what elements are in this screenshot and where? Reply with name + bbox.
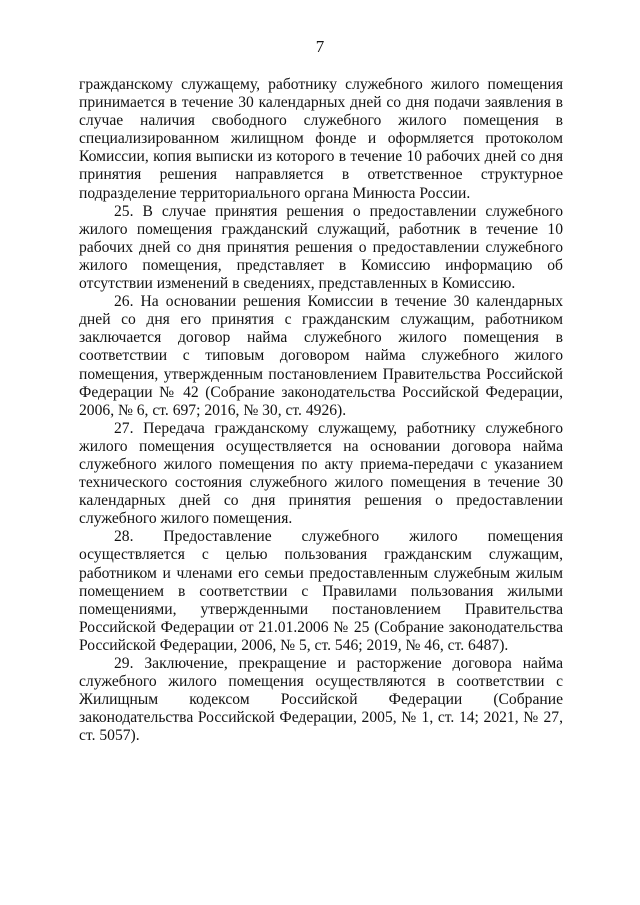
paragraph-26: 26. На основании решения Комиссии в течение 30 календарных дней со дня его принятия с гражданским служащим, работником заключается договор найма служебного жилого помещения в соответствии с типовым договором найма служебного жилого помещения, утвержденным постановлением Правительства Российской Федерации № 42 (Собрание законодательства Российской Федерации, 2006, № 6, ст. 697; 2016, № 30, ст. 4926). xyxy=(79,293,563,419)
paragraph-25: 25. В случае принятия решения о предоставлении служебного жилого помещения гражданский служащий, работник в течение 10 рабочих дней со дня принятия решения о предоставлении служебного жилого помещения, представляет в Комиссию информацию об отсутствии изменений в сведениях, представленных в Комиссию. xyxy=(79,202,563,293)
document-body xyxy=(79,76,563,745)
page-number: 7 xyxy=(315,37,325,56)
paragraph-27: 27. Передача гражданскому служащему, работнику служебного жилого помещения осуществляется на основании договора найма служебного жилого помещения по акту приема-передачи с указанием технического состояния служебного жилого помещения в течение 30 календарных дней со дня принятия решения о предоставлении служебного жилого помещения. xyxy=(79,419,563,528)
paragraph-29: 29. Заключение, прекращение и расторжение договора найма служебного жилого помещения осуществляются в соответствии с Жилищным кодексом Российской Федерации (Собрание законодательства Российской Федерации, 2005, № 1, ст. 14; 2021, № 27, ст. 5057). xyxy=(79,655,563,745)
paragraph-continuation: гражданскому служащему, работнику служебного жилого помещения принимается в течение 30 календарных дней со дня подачи заявления в случае наличия свободного служебного жилого помещения в специализированном жилищном фонде и оформляется протоколом Комиссии, копия выписки из которого в течение 10 рабочих дней со дня принятия решения направляется в ответственное структурное подразделение территориального органа Минюста России. xyxy=(79,76,563,202)
paragraph-28: 28. Предоставление служебного жилого помещения осуществляется с целью пользования гражданским служащим, работником и членами его семьи предоставленным служебным жилым помещением в соответствии с Правилами пользования жилыми помещениями, утвержденными постановлением Правительства Российской Федерации от 21.01.2006 № 25 (Собрание законодательства Российской Федерации, 2006, № 5, ст. 546; 2019, № 46, ст. 6487). xyxy=(79,528,563,654)
